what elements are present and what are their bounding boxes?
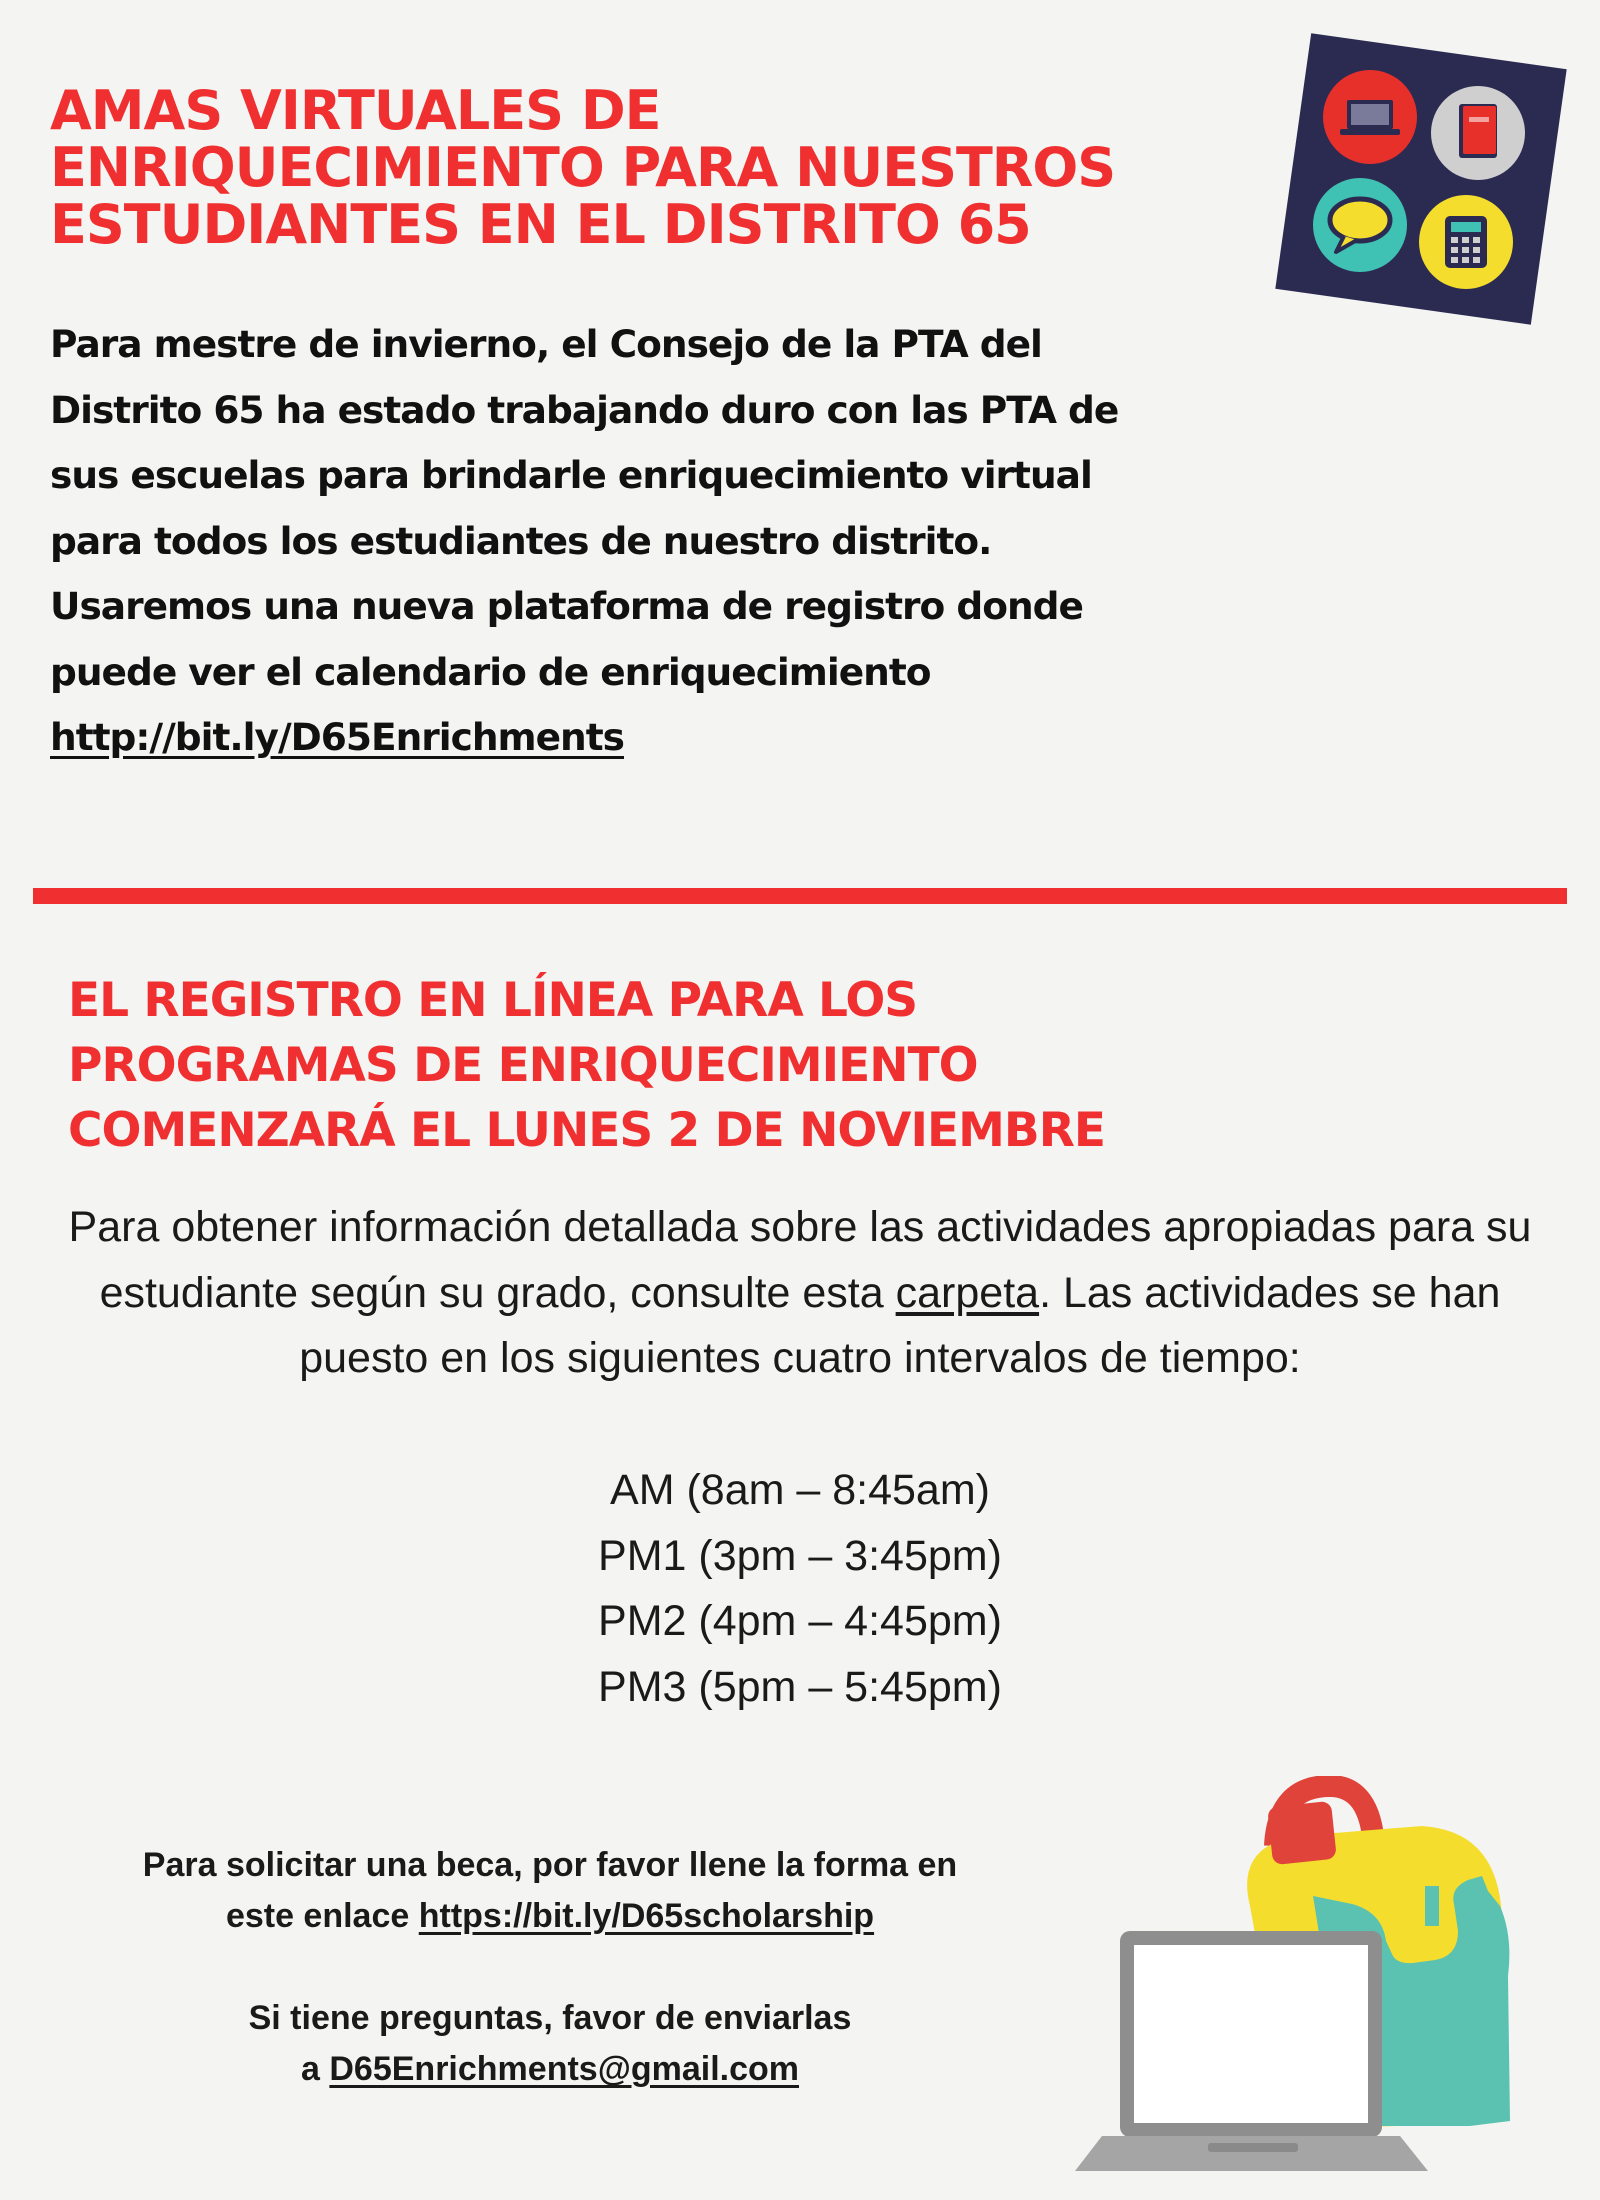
- contact-note: [30, 1993, 1070, 2095]
- book-icon: [1431, 86, 1525, 180]
- calculator-icon: [1419, 195, 1513, 289]
- contact-prefix: a: [301, 2050, 320, 2088]
- folder-link[interactable]: carpeta: [895, 1268, 1040, 1317]
- scholarship-prefix: este enlace: [225, 1897, 410, 1935]
- heading-line: PROGRAMAS DE ENRIQUECIMIENTO: [68, 1038, 978, 1093]
- time-slot: PM1 (3pm – 3:45pm): [598, 1531, 1002, 1580]
- info-text-continued: . Las actividades se han puesto en los siguientes cuatro intervalos de tiempo:: [299, 1268, 1501, 1382]
- title-line: ENRIQUECIMIENTO PARA NUESTROS: [50, 136, 1116, 199]
- contact-text: Si tiene preguntas, favor de enviarlas: [248, 1999, 852, 2037]
- time-slot-list: [400, 1458, 1200, 1720]
- speech-bubble-icon: [1313, 178, 1407, 272]
- info-text: Para obtener información detallada sobre las actividades apropiadas para su estudiante según su grado, consulte esta: [68, 1203, 1532, 1317]
- intro-paragraph: [50, 312, 1190, 771]
- intro-text: Para mestre de invierno, el Consejo de la PTA del Distrito 65 ha estado trabajando duro con las PTA de sus escuelas para brindarle enriquecimiento virtual para todos los estudiantes de nuestro distrito. Usaremos una nueva plataforma de registro donde puede ver el calendario de enriquecimiento: [50, 322, 1119, 694]
- info-paragraph: [40, 1195, 1560, 1392]
- scholarship-text: Para solicitar una beca, por favor llene la forma en: [142, 1846, 958, 1884]
- badge-background: [1275, 33, 1566, 324]
- page-title: [50, 79, 1270, 256]
- subjects-icon-badge: [1262, 20, 1580, 338]
- laptop-icon: [1323, 70, 1417, 164]
- time-slot: PM3 (5pm – 5:45pm): [598, 1662, 1002, 1711]
- title-line: ESTUDIANTES EN EL DISTRITO 65: [50, 193, 1031, 256]
- registration-heading: [68, 968, 1318, 1163]
- heading-line: COMENZARÁ EL LUNES 2 DE NOVIEMBRE: [68, 1103, 1105, 1158]
- time-slot: AM (8am – 8:45am): [610, 1466, 990, 1514]
- time-slot: PM2 (4pm – 4:45pm): [598, 1597, 1002, 1645]
- title-line: AMAS VIRTUALES DE: [50, 79, 661, 142]
- scholarship-note: [30, 1840, 1070, 1942]
- section-divider: [33, 888, 1567, 904]
- heading-line: EL REGISTRO EN LÍNEA PARA LOS: [68, 973, 918, 1028]
- laptop-icon: [1075, 1931, 1428, 2171]
- enrichments-link[interactable]: http://bit.ly/D65Enrichments: [50, 715, 624, 759]
- scholarship-link[interactable]: https://bit.ly/D65scholarship: [418, 1897, 875, 1935]
- backpack-laptop-illustration: [1030, 1776, 1530, 2176]
- contact-email-link[interactable]: D65Enrichments@gmail.com: [329, 2050, 799, 2088]
